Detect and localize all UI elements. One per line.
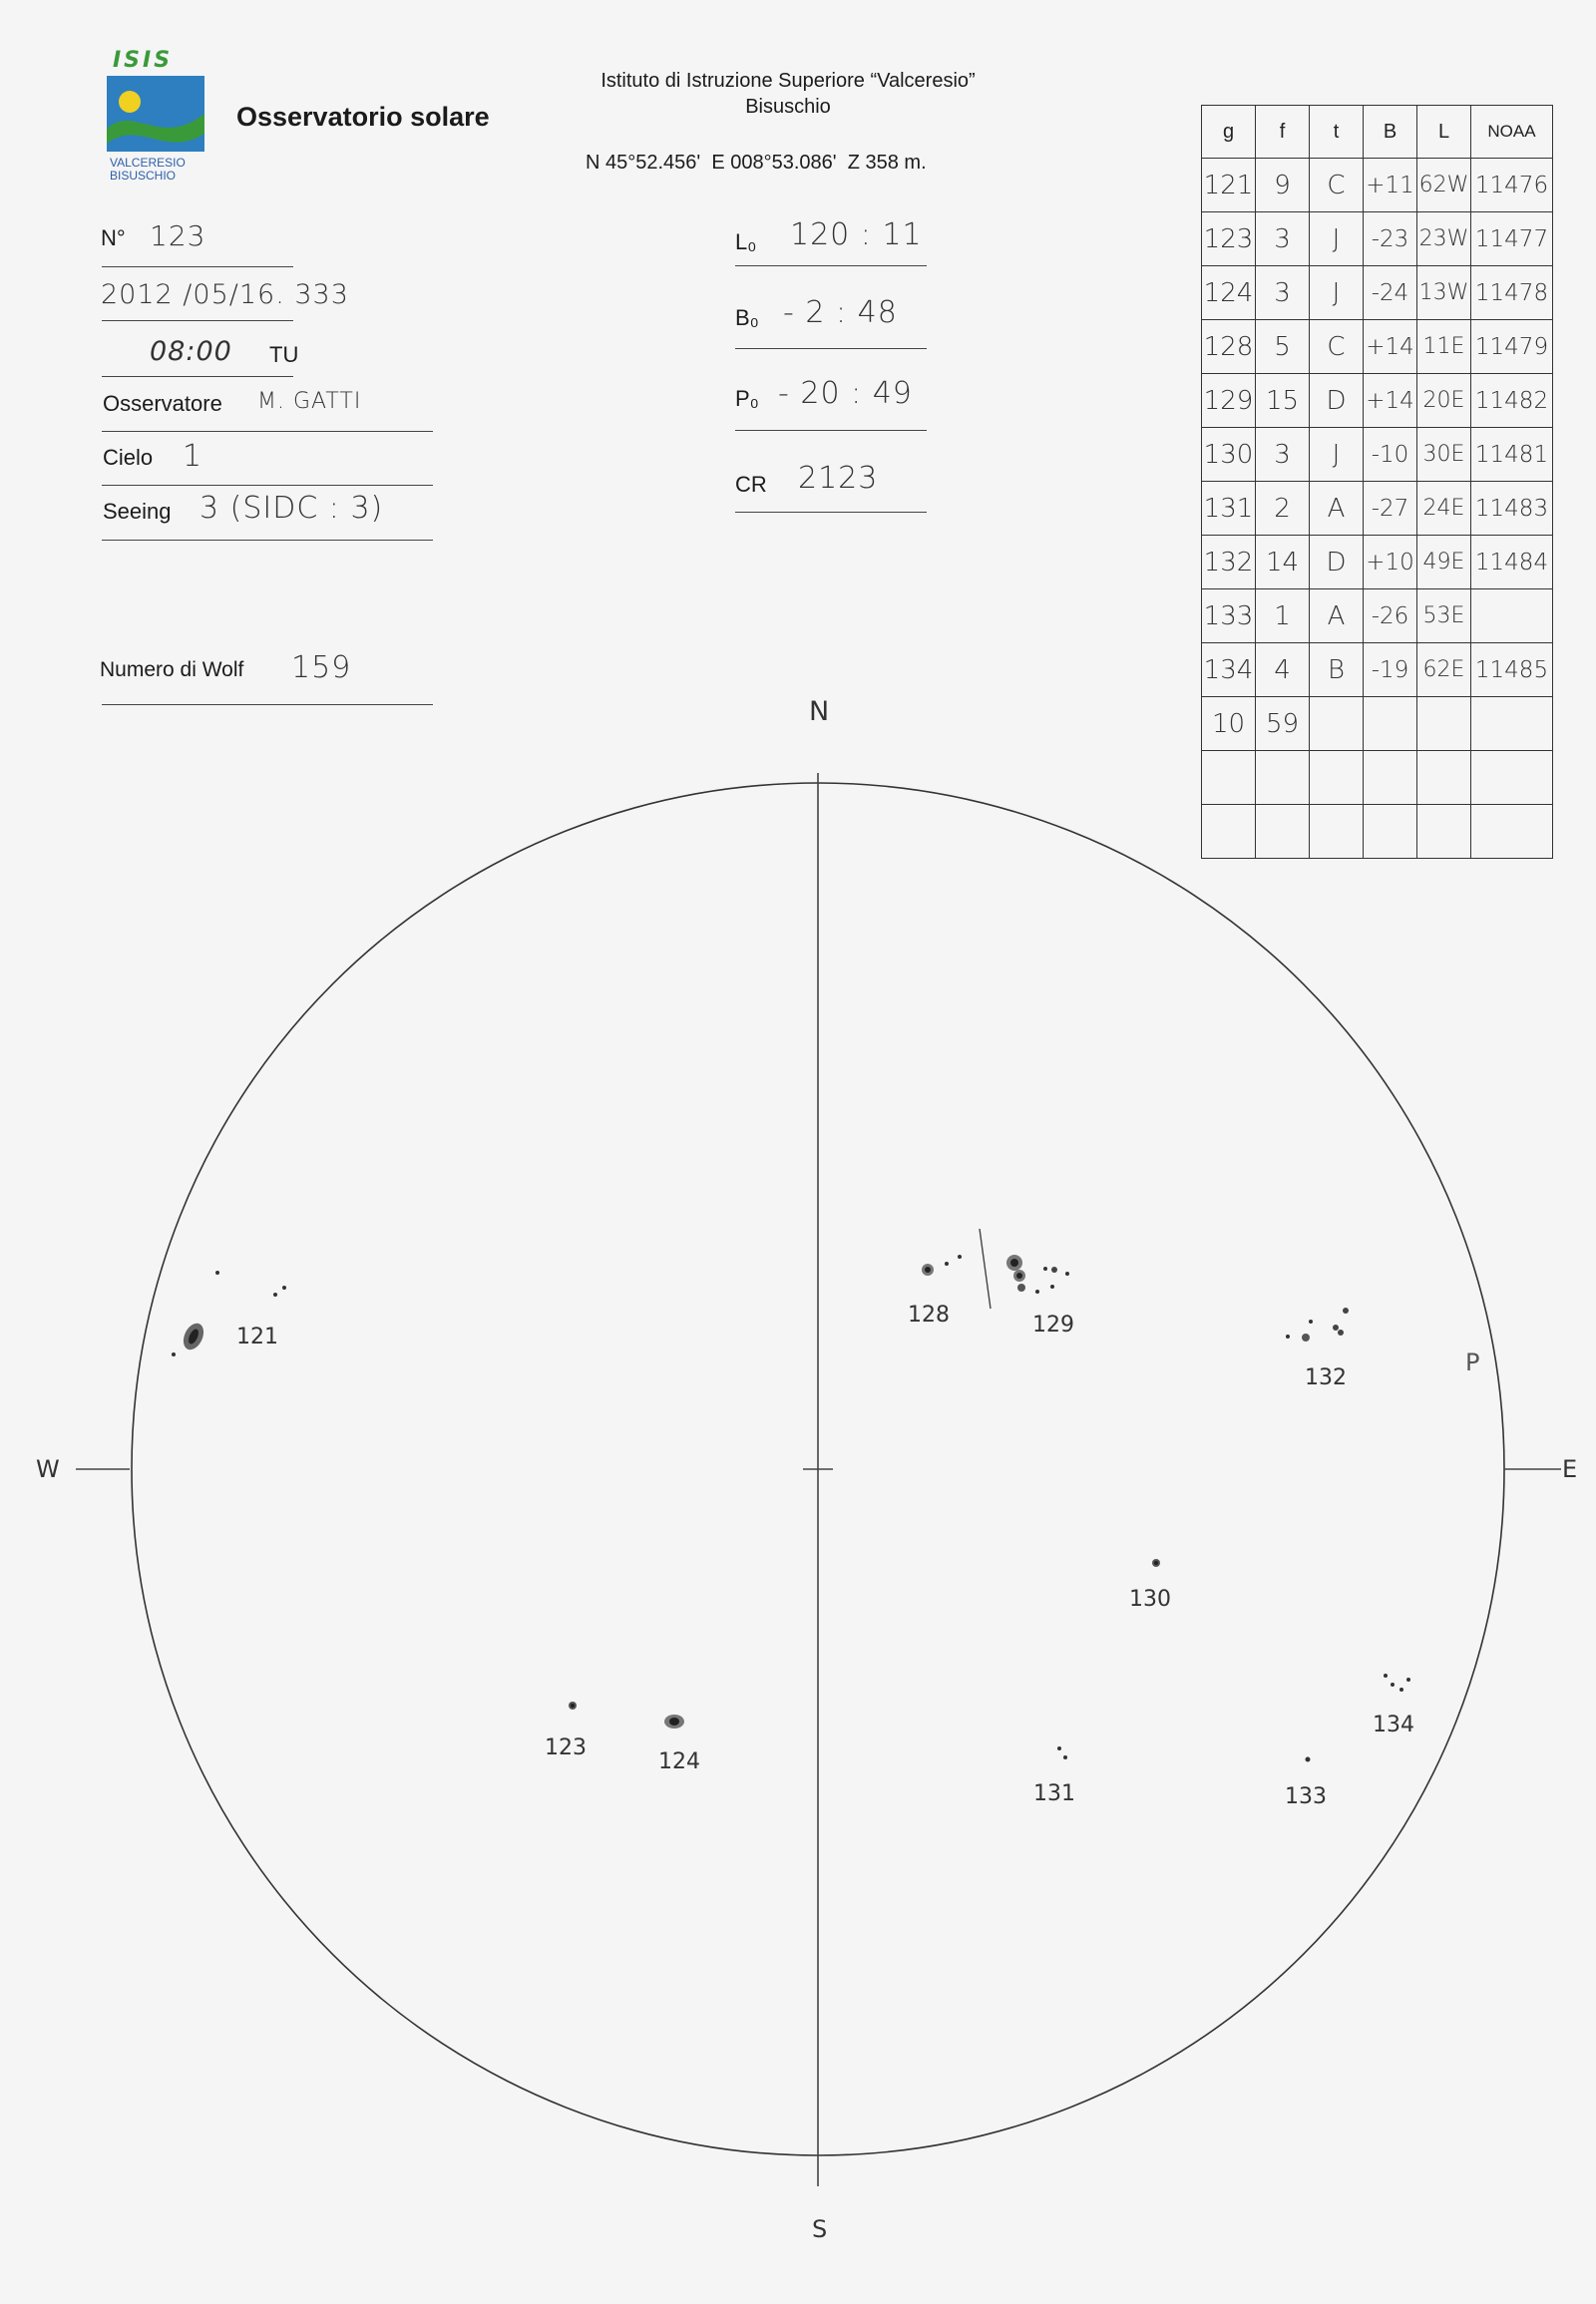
cell-noaa: 11482	[1471, 374, 1553, 428]
cell-g: 131	[1202, 482, 1256, 536]
cell-b: -24	[1364, 266, 1417, 320]
cell-l: 23W	[1417, 212, 1471, 266]
p0-value: - 20 : 49	[778, 376, 913, 411]
group-label-123: 123	[545, 1735, 587, 1760]
group-label-133: 133	[1285, 1784, 1327, 1809]
sky-label: Cielo	[103, 445, 154, 470]
cell-t: A	[1310, 482, 1364, 536]
cell-g: 128	[1202, 320, 1256, 374]
cell-f: 14	[1256, 536, 1310, 589]
group-128-129-divider	[980, 1229, 991, 1309]
cell-noaa: 11485	[1471, 643, 1553, 697]
cell-g: 130	[1202, 428, 1256, 482]
group-label-130: 130	[1129, 1587, 1171, 1612]
cell-f: 3	[1256, 266, 1310, 320]
header-b: B	[1364, 106, 1417, 159]
group-label-129: 129	[1032, 1313, 1074, 1338]
group-label-132: 132	[1305, 1365, 1347, 1390]
cell-t: C	[1310, 320, 1364, 374]
sunspot-group-134	[1384, 1674, 1410, 1692]
east-label: E	[1562, 1455, 1578, 1483]
cell-l: 11E	[1417, 320, 1471, 374]
logo-isis-text: ISIS	[113, 48, 174, 73]
date-value: 2012 /05/16. 333	[101, 279, 349, 310]
cell-t: D	[1310, 536, 1364, 589]
cell-g: 132	[1202, 536, 1256, 589]
sunspot-group-132	[1286, 1308, 1349, 1342]
p0-label: P₀	[735, 386, 759, 411]
time-unit: TU	[269, 342, 299, 367]
sky-value: 1	[183, 439, 203, 474]
cell-noaa: 11483	[1471, 482, 1553, 536]
cell-b: -23	[1364, 212, 1417, 266]
l0-value: 120 : 11	[790, 217, 923, 252]
cell-noaa: 11479	[1471, 320, 1553, 374]
header-f: f	[1256, 106, 1310, 159]
cell-b: -19	[1364, 643, 1417, 697]
page-title: Osservatorio solare	[236, 102, 490, 132]
cell-g: 10	[1202, 697, 1256, 751]
observer-label: Osservatore	[103, 391, 222, 416]
cell-noaa: 11478	[1471, 266, 1553, 320]
cr-value: 2123	[798, 461, 879, 496]
p-angle-marker: P	[1465, 1348, 1480, 1376]
l0-label: L₀	[735, 229, 757, 254]
cell-f: 15	[1256, 374, 1310, 428]
cell-f: 4	[1256, 643, 1310, 697]
number-value: 123	[150, 219, 206, 252]
cell-g: 129	[1202, 374, 1256, 428]
cell-t: J	[1310, 212, 1364, 266]
cell-l: 62W	[1417, 159, 1471, 212]
seeing-value: 3 (SIDC : 3)	[200, 491, 384, 526]
institute-town: Bisuschio	[745, 96, 831, 118]
group-label-131: 131	[1033, 1781, 1075, 1806]
number-label: N°	[101, 225, 126, 250]
cell-l: 49E	[1417, 536, 1471, 589]
sunspot-group-133	[1306, 1757, 1311, 1762]
group-label-134: 134	[1373, 1713, 1414, 1737]
header-t: t	[1310, 106, 1364, 159]
north-label: N	[809, 696, 830, 727]
cr-label: CR	[735, 472, 767, 497]
sunspot-group-128	[922, 1255, 962, 1276]
cell-f: 5	[1256, 320, 1310, 374]
cell-f: 3	[1256, 212, 1310, 266]
observatory-coordinates: N 45°52.456' E 008°53.086' Z 358 m.	[586, 152, 927, 174]
sunspot-group-123	[569, 1702, 577, 1710]
cell-b: -26	[1364, 589, 1417, 643]
b0-value: - 2 : 48	[783, 295, 898, 330]
sunspot-group-129	[1006, 1255, 1069, 1294]
cell-b: -10	[1364, 428, 1417, 482]
cell-f: 1	[1256, 589, 1310, 643]
header-noaa: NOAA	[1471, 106, 1553, 159]
cell-t: D	[1310, 374, 1364, 428]
cell-g: 134	[1202, 643, 1256, 697]
cell-l: 30E	[1417, 428, 1471, 482]
sunspot-group-124	[664, 1715, 684, 1728]
cell-t: J	[1310, 266, 1364, 320]
logo-line2: BISUSCHIO	[110, 169, 177, 183]
cell-t: J	[1310, 428, 1364, 482]
cell-t: A	[1310, 589, 1364, 643]
cell-noaa: 11481	[1471, 428, 1553, 482]
header-g: g	[1202, 106, 1256, 159]
cell-l: 20E	[1417, 374, 1471, 428]
cell-g: 123	[1202, 212, 1256, 266]
wolf-label: Numero di Wolf	[100, 658, 244, 681]
time-value: 08:00	[150, 336, 232, 367]
cell-b: +11	[1364, 159, 1417, 212]
logo-line1: VALCERESIO	[110, 156, 186, 170]
cell-g: 124	[1202, 266, 1256, 320]
cell-l: 62E	[1417, 643, 1471, 697]
b0-label: B₀	[735, 305, 759, 330]
observer-value: M. GATTI	[257, 389, 362, 414]
cell-f: 9	[1256, 159, 1310, 212]
south-label: S	[812, 2215, 828, 2243]
institute-name: Istituto di Istruzione Superiore “Valceresio”	[600, 70, 976, 92]
cell-l: 13W	[1417, 266, 1471, 320]
cell-b: -27	[1364, 482, 1417, 536]
west-label: W	[36, 1455, 60, 1483]
group-label-121: 121	[236, 1325, 278, 1349]
cell-l: 53E	[1417, 589, 1471, 643]
cell-b: +14	[1364, 320, 1417, 374]
sunspot-group-131	[1057, 1746, 1067, 1759]
cell-b: +14	[1364, 374, 1417, 428]
cell-noaa: 11484	[1471, 536, 1553, 589]
cell-g: 121	[1202, 159, 1256, 212]
cell-noaa: 11477	[1471, 212, 1553, 266]
wolf-value: 159	[291, 650, 352, 685]
cell-f: 3	[1256, 428, 1310, 482]
cell-f: 59	[1256, 697, 1310, 751]
cell-t: B	[1310, 643, 1364, 697]
cell-noaa: 11476	[1471, 159, 1553, 212]
group-label-128: 128	[908, 1303, 950, 1328]
group-label-124: 124	[658, 1749, 700, 1774]
cell-f: 2	[1256, 482, 1310, 536]
header-l: L	[1417, 106, 1471, 159]
cell-g: 133	[1202, 589, 1256, 643]
seeing-label: Seeing	[103, 499, 172, 524]
cell-l: 24E	[1417, 482, 1471, 536]
cell-b: +10	[1364, 536, 1417, 589]
cell-t: C	[1310, 159, 1364, 212]
sunspot-group-130	[1152, 1559, 1160, 1567]
